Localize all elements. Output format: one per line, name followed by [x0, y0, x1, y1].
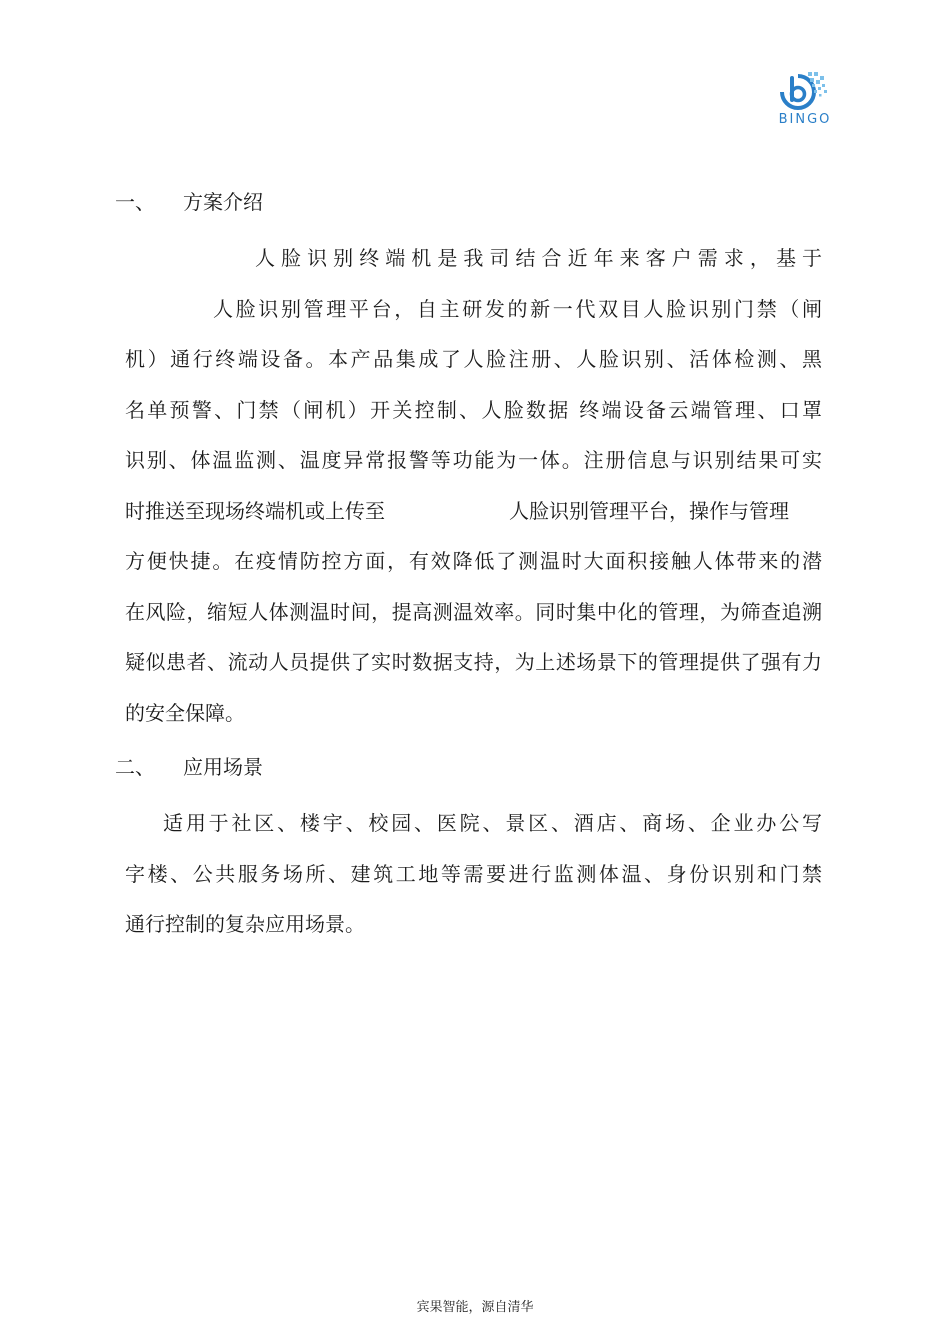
- section-number: 一、: [115, 190, 155, 214]
- paragraph-line: 名单预警、门禁（闸机）开关控制、人脸数据 终端设备云端管理、口罩: [125, 397, 822, 422]
- bingo-logo: [772, 66, 838, 128]
- paragraph-line: 人脸识别管理平台，自主研发的新一代双目人脸识别门禁（闸: [213, 296, 822, 321]
- paragraph-line: 人脸识别终端机是我司结合近年来客户需求，基于: [255, 246, 822, 270]
- paragraph-line: 字楼、公共服务场所、建筑工地等需要进行监测体温、身份识别和门禁: [125, 861, 822, 886]
- section-heading-2: [115, 753, 263, 781]
- paragraph-line: 疑似患者、流动人员提供了实时数据支持，为上述场景下的管理提供了强有力: [125, 650, 822, 674]
- section-title: 方案介绍: [183, 190, 263, 214]
- section-title: 应用场景: [183, 755, 263, 779]
- bingo-logo-icon: [772, 66, 838, 114]
- paragraph-line: 适用于社区、楼宇、校园、医院、景区、酒店、商场、企业办公写: [163, 811, 822, 835]
- section-heading-1: [115, 188, 263, 216]
- logo-text: BINGO: [778, 112, 832, 127]
- section-number: 二、: [115, 755, 155, 779]
- paragraph-line: 机）通行终端设备。本产品集成了人脸注册、人脸识别、活体检测、黑: [125, 347, 822, 371]
- paragraph-line: [125, 486, 822, 537]
- paragraph-segment: 人脸识别管理平台，操作与管理: [509, 498, 789, 523]
- paragraph-segment: 时推送至现场终端机或上传至: [125, 498, 385, 523]
- paragraph-line: 方便快捷。在疫情防控方面，有效降低了测温时大面积接触人体带来的潜: [125, 549, 822, 573]
- paragraph-line: 通行控制的复杂应用场景。: [125, 912, 365, 936]
- paragraph-line: 在风险，缩短人体测温时间，提高测温效率。同时集中化的管理，为筛查追溯: [125, 599, 822, 624]
- section-1-paragraph: [125, 233, 822, 738]
- paragraph-line: 识别、体温监测、温度异常报警等功能为一体。注册信息与识别结果可实: [125, 448, 822, 472]
- page-footer: 宾果智能，源自清华: [416, 1300, 534, 1315]
- paragraph-line: 的安全保障。: [125, 700, 245, 725]
- section-2-paragraph: [125, 798, 822, 950]
